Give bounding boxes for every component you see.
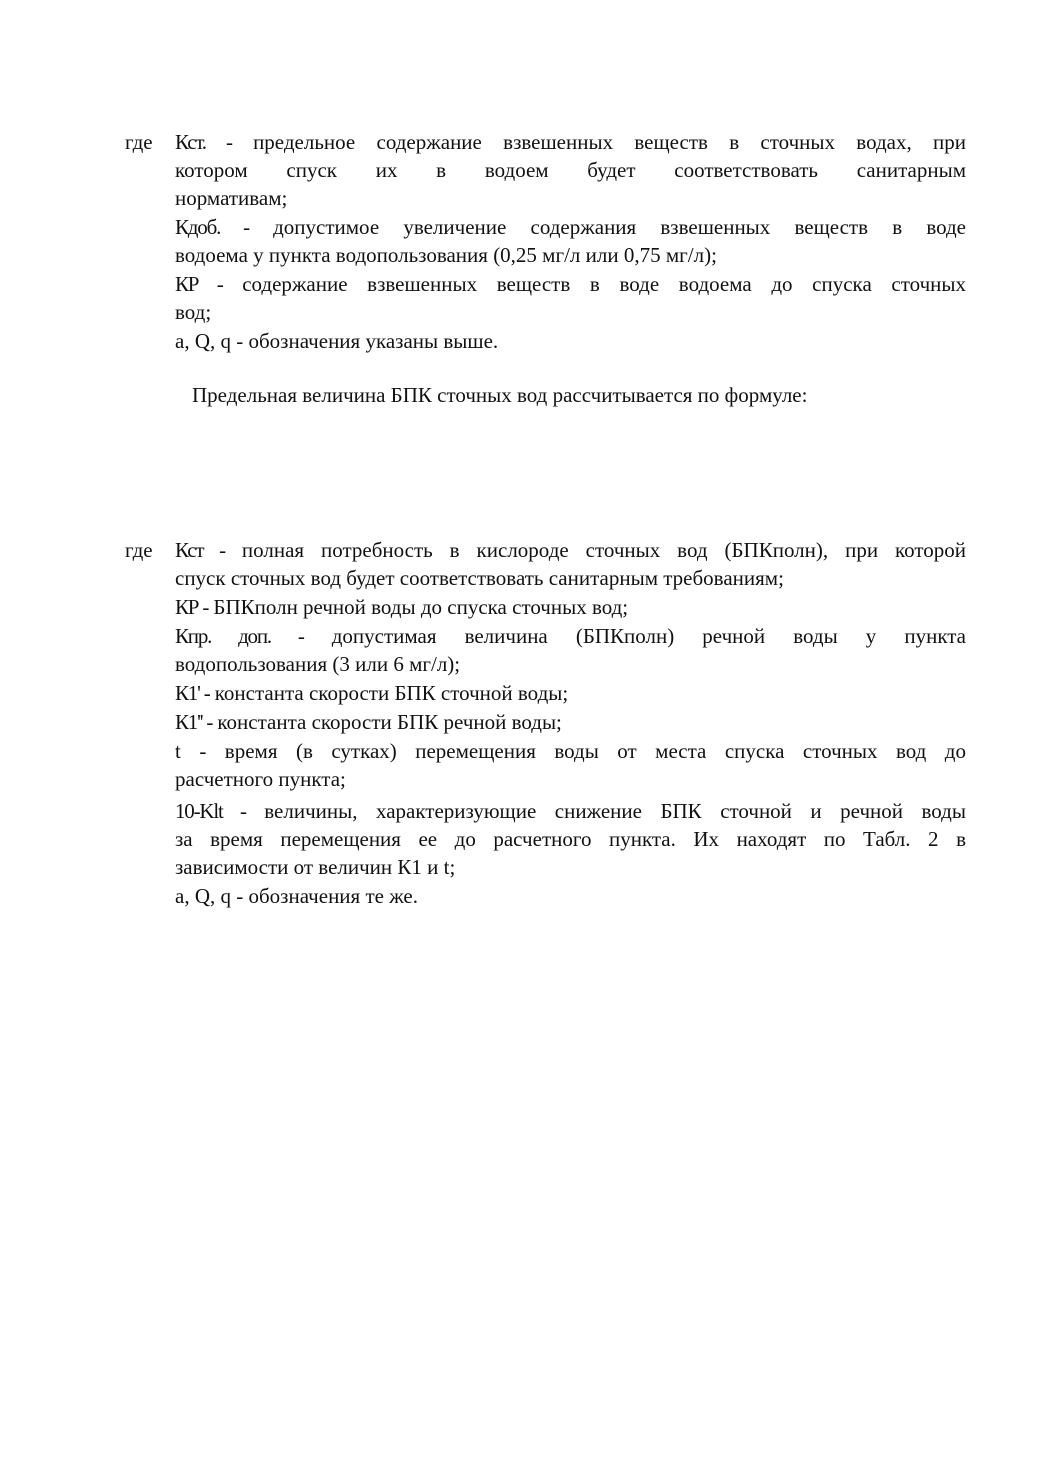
definition-text: величины, характеризующие снижение БПК сточной и речной воды [264, 799, 966, 823]
definition-text: котором спуск их в водоем будет соответствовать санитарным [175, 158, 966, 182]
definition-item [125, 536, 966, 592]
definition-item [125, 213, 966, 269]
definition-text: вод; [175, 300, 212, 324]
definition-text: расчетного пункта; [175, 767, 346, 791]
definition-text: предельное содержание взвешенных веществ в сточных водах, при [253, 130, 967, 154]
definition-item [125, 737, 966, 793]
definition-term: а, Q, q - [175, 884, 244, 908]
definitions-block-2 [125, 536, 966, 911]
definition-item [125, 128, 966, 212]
formula-area [125, 425, 966, 535]
definition-item [125, 882, 966, 910]
definition-text: спуск сточных вод будет соответствовать санитарным требованиям; [175, 566, 784, 590]
definition-item [125, 708, 966, 736]
where-label: где [125, 130, 153, 154]
definition-item [125, 327, 966, 355]
definition-text: допустимое увеличение содержания взвешенных веществ в воде [273, 215, 966, 239]
definition-text: за время перемещения ее до расчетного пункта. Их находят по Табл. 2 в [175, 827, 966, 851]
definition-term: Кдоб. - [175, 215, 249, 239]
definition-text: нормативам; [175, 186, 288, 210]
definition-text: обозначения те же. [248, 884, 419, 908]
definition-term: а, Q, q - [175, 329, 244, 353]
formula-intro-paragraph: Предельная величина БПК сточных вод рассчитывается по формуле: [192, 383, 808, 407]
definition-text: водопользования (3 или 6 мг/л); [175, 652, 461, 676]
definition-item [125, 679, 966, 707]
definition-text: водоема у пункта водопользования (0,25 мг/л или 0,75 мг/л); [175, 243, 717, 267]
definition-text: содержание взвешенных веществ в воде водоема до спуска сточных [242, 272, 966, 296]
definition-text: константа скорости БПК речной воды; [217, 710, 562, 734]
definition-term: К1' - [175, 681, 210, 705]
definition-item [125, 622, 966, 678]
definition-text: допустимая величина (БПКполн) речной воды у пункта [331, 624, 966, 648]
definition-term: Кпр. доп. - [175, 624, 304, 648]
where-label: где [125, 538, 153, 562]
definition-text: константа скорости БПК сточной воды; [214, 681, 569, 705]
definition-term: Кст - [175, 538, 225, 562]
definition-term: t - [175, 739, 207, 763]
definition-term: Кст. - [175, 130, 232, 154]
definition-term: КР - [175, 272, 223, 296]
definition-text: полная потребность в кислороде сточных вод (БПКполн), при которой [241, 538, 967, 562]
definition-text: обозначения указаны выше. [248, 329, 499, 353]
definitions-block-1 [125, 128, 966, 356]
definition-item [125, 593, 966, 621]
definition-term: К1'' - [175, 710, 213, 734]
definition-text: БПКполн речной воды до спуска сточных вод; [213, 595, 629, 619]
definition-text: зависимости от величин К1 и t; [175, 855, 456, 879]
definition-term: 10-Klt - [175, 799, 246, 823]
definition-item [125, 270, 966, 326]
definition-term: КР - [175, 595, 209, 619]
definition-text: время (в сутках) перемещения воды от места спуска сточных вод до [224, 739, 966, 763]
definition-item [125, 797, 966, 881]
